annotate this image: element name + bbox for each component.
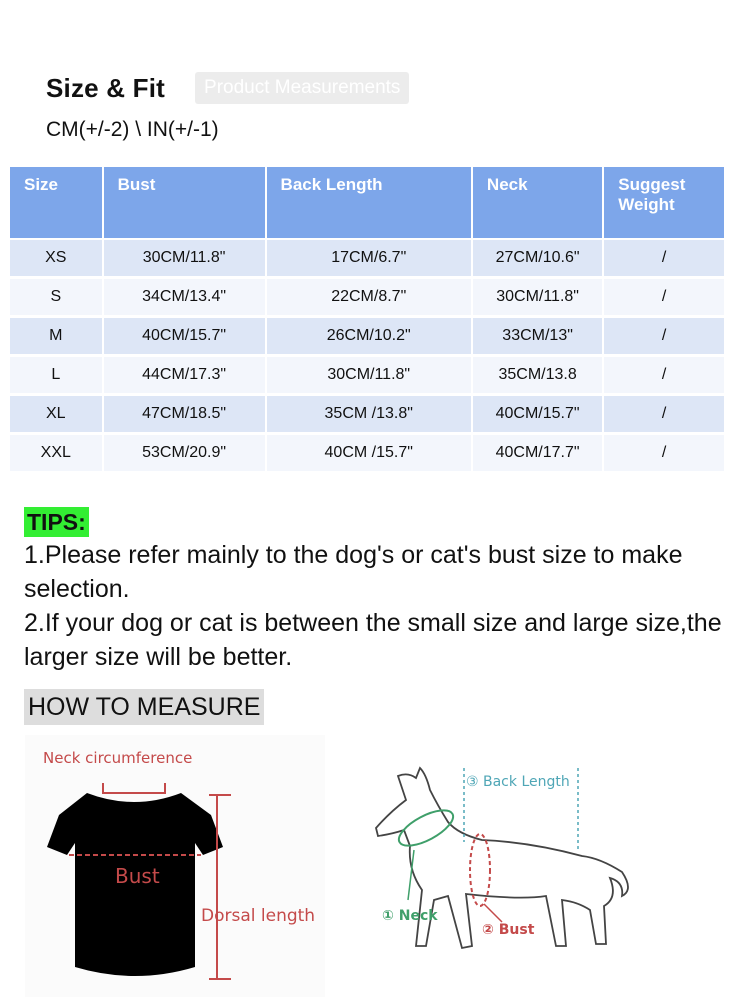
- cell-neck: 30CM/11.8": [473, 279, 602, 318]
- back-length-label: ③ Back Length: [466, 774, 570, 790]
- neck-marker: [103, 783, 165, 793]
- header-back-length: Back Length: [267, 167, 471, 240]
- table-row: [10, 240, 724, 279]
- cell-weight: /: [604, 240, 724, 279]
- cell-neck: 33CM/13": [473, 318, 602, 357]
- bust-label: Bust: [115, 864, 160, 888]
- cell-size: XXL: [10, 435, 102, 474]
- dorsal-length-label: Dorsal length: [201, 906, 316, 926]
- cell-bust: 34CM/13.4": [104, 279, 265, 318]
- header-size: Size: [10, 167, 102, 240]
- page-title: Size & Fit: [46, 72, 166, 103]
- table-row: [10, 357, 724, 396]
- cell-size: XS: [10, 240, 102, 279]
- header-neck: Neck: [473, 167, 602, 240]
- size-fit-heading: [46, 72, 409, 104]
- cell-weight: /: [604, 396, 724, 435]
- cell-weight: /: [604, 435, 724, 474]
- cell-bust: 40CM/15.7": [104, 318, 265, 357]
- cell-bust: 44CM/17.3": [104, 357, 265, 396]
- tips-label: TIPS:: [24, 507, 89, 537]
- cell-size: M: [10, 318, 102, 357]
- cell-back-length: 22CM/8.7": [267, 279, 471, 318]
- shirt-measure-illustration: [25, 735, 325, 997]
- cell-bust: 53CM/20.9": [104, 435, 265, 474]
- cell-neck: 35CM/13.8: [473, 357, 602, 396]
- header-bust: Bust: [104, 167, 265, 240]
- units-note: CM(+/-2) \ IN(+/-1): [46, 118, 219, 141]
- cell-neck: 40CM/15.7": [473, 396, 602, 435]
- dog-measure-illustration: [360, 750, 660, 990]
- dog-diagram: [360, 750, 660, 990]
- bust-pointer: [484, 904, 502, 922]
- tip-1: 1.Please refer mainly to the dog's or cat's bust size to make selection.: [24, 541, 683, 603]
- neck-circumference-label: Neck circumference: [43, 749, 193, 767]
- cell-back-length: 35CM /13.8": [267, 396, 471, 435]
- table-row: [10, 318, 724, 357]
- table-header-row: [10, 167, 724, 240]
- table-row: [10, 279, 724, 318]
- size-table: [8, 167, 726, 474]
- header-suggest-weight: Suggest Weight: [604, 167, 724, 240]
- cell-back-length: 30CM/11.8": [267, 357, 471, 396]
- shirt-diagram: [25, 735, 325, 997]
- cell-neck: 27CM/10.6": [473, 240, 602, 279]
- neck-ellipse: [394, 803, 458, 852]
- cell-back-length: 17CM/6.7": [267, 240, 471, 279]
- cell-bust: 47CM/18.5": [104, 396, 265, 435]
- tips-text: [24, 538, 724, 674]
- cell-size: L: [10, 357, 102, 396]
- neck-label: ① Neck: [382, 908, 438, 924]
- table-row: [10, 396, 724, 435]
- cell-weight: /: [604, 279, 724, 318]
- cell-size: XL: [10, 396, 102, 435]
- cell-back-length: 26CM/10.2": [267, 318, 471, 357]
- dog-bust-label: ② Bust: [482, 922, 535, 938]
- tip-2: 2.If your dog or cat is between the small size and large size,the larger size will be better.: [24, 609, 722, 671]
- cell-weight: /: [604, 318, 724, 357]
- cell-size: S: [10, 279, 102, 318]
- cell-bust: 30CM/11.8": [104, 240, 265, 279]
- how-to-measure-title: HOW TO MEASURE: [24, 689, 264, 725]
- cell-neck: 40CM/17.7": [473, 435, 602, 474]
- cell-back-length: 40CM /15.7": [267, 435, 471, 474]
- cell-weight: /: [604, 357, 724, 396]
- product-measurements-badge: Product Measurements: [195, 72, 409, 104]
- table-row: [10, 435, 724, 474]
